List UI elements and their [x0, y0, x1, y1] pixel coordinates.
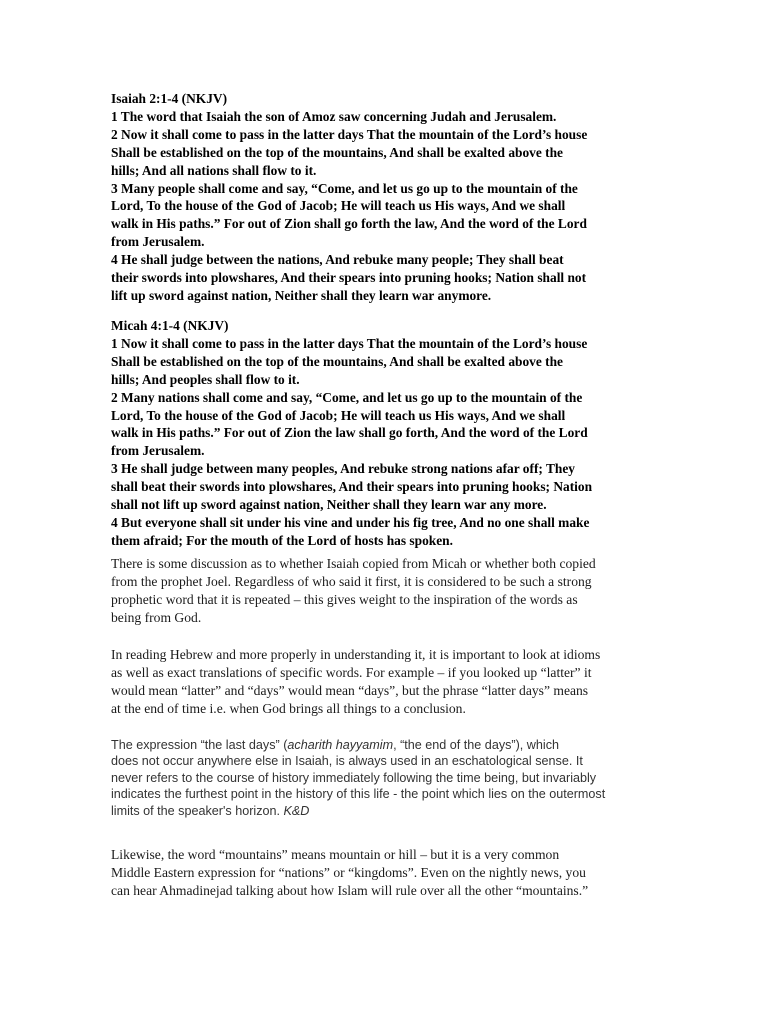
paragraph-line: as well as exact translations of specific words. For example – if you looked up “latter” it — [111, 664, 592, 680]
micah-verse-line: from Jerusalem. — [111, 443, 205, 459]
paragraph-line: There is some discussion as to whether Isaiah copied from Micah or whether both copied — [111, 556, 596, 571]
isaiah-verse-line: walk in His paths.” For out of Zion shall go forth the law, And the word of the Lord — [111, 216, 587, 232]
isaiah-verse-line: from Jerusalem. — [111, 234, 205, 250]
isaiah-verse-line: hills; And all nations shall flow to it. — [111, 162, 317, 178]
paragraph-line: at the end of time i.e. when God brings all things to a conclusion. — [111, 700, 466, 716]
quote-line: never refers to the course of history immediately following the time being, but invariably — [111, 770, 597, 785]
mountains-paragraph — [111, 846, 671, 900]
isaiah-verse-line: 4 He shall judge between the nations, And rebuke many people; They shall beat — [111, 252, 564, 268]
quote-text: The expression “the last days” ( — [111, 738, 288, 752]
isaiah-passage — [111, 90, 661, 305]
paragraph-line: being from God. — [111, 609, 202, 625]
paragraph-line: In reading Hebrew and more properly in understanding it, it is important to look at idioms — [111, 647, 601, 662]
isaiah-verse-line: 3 Many people shall come and say, “Come, and let us go up to the mountain of the — [111, 180, 578, 196]
quote-line: indicates the furthest point in the history of this life - the point which lies on the outermost — [111, 787, 606, 802]
quote-text: , “the end of the days”), which — [393, 738, 559, 752]
isaiah-verse-line: their swords into plowshares, And their spears into pruning hooks; Nation shall not — [111, 270, 587, 286]
isaiah-verse-line: lift up sword against nation, Neither shall they learn war anymore. — [111, 287, 492, 303]
paragraph-line: Middle Eastern expression for “nations” or “kingdoms”. Even on the nightly news, you — [111, 864, 586, 880]
isaiah-verse-line: Shall be established on the top of the mountains, And shall be exalted above the — [111, 144, 563, 160]
citation: K&D — [283, 803, 310, 818]
paragraph-line: prophetic word that it is repeated – this gives weight to the inspiration of the words as — [111, 591, 578, 607]
micah-verse-line: hills; And peoples shall flow to it. — [111, 371, 300, 387]
isaiah-verse-line: 1 The word that Isaiah the son of Amoz saw concerning Judah and Jerusalem. — [111, 108, 557, 124]
quote-line: does not occur anywhere else in Isaiah, is always used in an eschatological sense. It — [111, 754, 583, 769]
micah-passage — [111, 317, 661, 550]
micah-verse-line: shall beat their swords into plowshares, And their spears into pruning hooks; Nation — [111, 479, 593, 495]
micah-verse-line: them afraid; For the mouth of the Lord of hosts has spoken. — [111, 532, 453, 548]
discussion-paragraph — [111, 555, 671, 627]
micah-verse-line: Shall be established on the top of the mountains, And shall be exalted above the — [111, 353, 563, 369]
quote-line — [111, 803, 671, 819]
paragraph-line: would mean “latter” and “days” would mean “days”, but the phrase “latter days” means — [111, 682, 589, 698]
micah-verse-line: 2 Many nations shall come and say, “Come, and let us go up to the mountain of the — [111, 389, 583, 405]
quote-line — [111, 737, 671, 753]
isaiah-heading: Isaiah 2:1-4 (NKJV) — [111, 91, 228, 106]
micah-verse-line: 1 Now it shall come to pass in the latter days That the mountain of the Lord’s house — [111, 335, 588, 351]
micah-verse-line: 3 He shall judge between many peoples, And rebuke strong nations afar off; They — [111, 461, 576, 477]
paragraph-line: from the prophet Joel. Regardless of who said it first, it is considered to be such a strong — [111, 573, 592, 589]
micah-verse-line: walk in His paths.” For out of Zion the law shall go forth, And the word of the Lord — [111, 425, 588, 441]
micah-verse-line: shall not lift up sword against nation, Neither shall they learn war any more. — [111, 497, 547, 513]
paragraph-line: can hear Ahmadinejad talking about how Islam will rule over all the other “mountains.” — [111, 882, 589, 898]
kd-commentary-quote — [111, 737, 671, 819]
quote-text: limits of the speaker's horizon. — [111, 803, 284, 818]
micah-verse-line: 4 But everyone shall sit under his vine and under his fig tree, And no one shall make — [111, 514, 590, 530]
isaiah-verse-line: 2 Now it shall come to pass in the latter days That the mountain of the Lord’s house — [111, 126, 588, 142]
hebrew-term: acharith hayyamim — [287, 738, 394, 752]
isaiah-verse-line: Lord, To the house of the God of Jacob; He will teach us His ways, And we shall — [111, 198, 566, 214]
micah-verse-line: Lord, To the house of the God of Jacob; He will teach us His ways, And we shall — [111, 407, 566, 423]
micah-heading: Micah 4:1-4 (NKJV) — [111, 318, 229, 333]
paragraph-line: Likewise, the word “mountains” means mountain or hill – but it is a very common — [111, 847, 560, 862]
hebrew-idioms-paragraph — [111, 646, 671, 718]
